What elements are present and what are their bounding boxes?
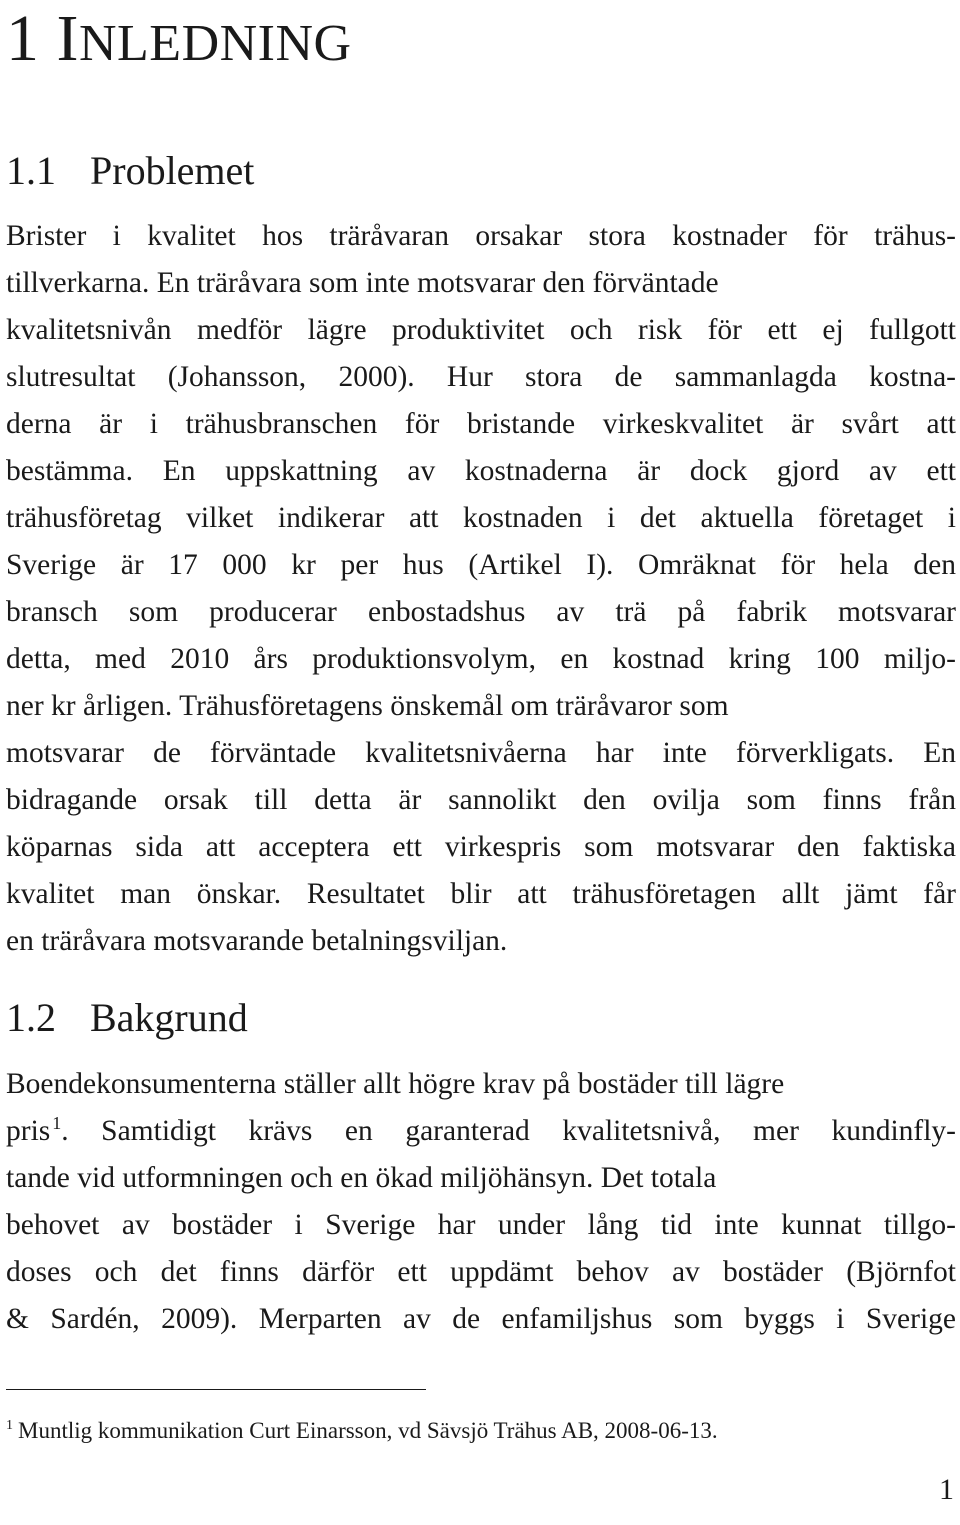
document-page: [6, 0, 956, 1525]
paragraph-bakgrund: [6, 1061, 956, 1343]
paragraph-problemet: [6, 213, 956, 965]
footnote: [6, 1414, 718, 1448]
chapter-title-initial: I: [56, 2, 79, 75]
section-title: Bakgrund: [90, 995, 248, 1040]
text-line: ner kr årligen. Trähusföretagens önskemål om träråvaror som: [6, 690, 729, 722]
section-number: 1.2: [6, 995, 56, 1040]
text-segment: pris: [6, 1115, 51, 1147]
text-line: bestämma. En uppskattning av kostnaderna är dock gjord av ett: [6, 455, 956, 487]
text-line: Boendekonsumenterna ställer allt högre krav på bostäder till lägre: [6, 1068, 785, 1100]
section-heading-problemet: [6, 148, 254, 194]
text-line: köparnas sida att acceptera ett virkespris som motsvarar den faktiska: [6, 831, 956, 863]
text-line: kvalitetsnivån medför lägre produktivitet och risk för ett ej fullgott: [6, 314, 956, 346]
text-line: trähusföretag vilket indikerar att kostnaden i det aktuella företaget i: [6, 502, 956, 534]
text-line: bidragande orsak till detta är sannolikt den ovilja som finns från: [6, 784, 956, 816]
text-line: tillverkarna. En träråvara som inte motsvarar den förväntade: [6, 267, 719, 299]
section-title: Problemet: [90, 148, 255, 193]
section-number: 1.1: [6, 148, 56, 193]
text-line: doses och det finns därför ett uppdämt behov av bostäder (Björnfot: [6, 1256, 956, 1288]
text-line: Sverige är 17 000 kr per hus (Artikel I). Omräknat för hela den: [6, 549, 956, 581]
section-heading-bakgrund: [6, 995, 248, 1041]
text-line: Brister i kvalitet hos träråvaran orsakar stora kostnader för trähus-: [6, 220, 956, 252]
chapter-number: 1: [6, 2, 40, 75]
footnote-reference[interactable]: 1: [52, 1113, 62, 1133]
text-line: bransch som producerar enbostadshus av trä på fabrik motsvarar: [6, 596, 956, 628]
text-line: kvalitet man önskar. Resultatet blir att trähusföretagen allt jämt får: [6, 878, 956, 910]
chapter-title-rest: NLEDNING: [78, 15, 352, 72]
text-line: behovet av bostäder i Sverige har under lång tid inte kunnat tillgo-: [6, 1209, 956, 1241]
text-line: derna är i trähusbranschen för bristande virkeskvalitet är svårt att: [6, 408, 956, 440]
text-line: & Sardén, 2009). Merparten av de enfamiljshus som byggs i Sverige: [6, 1303, 956, 1335]
footnote-divider: [6, 1389, 426, 1390]
chapter-title: [6, 2, 352, 77]
text-line: slutresultat (Johansson, 2000). Hur stora de sammanlagda kostna-: [6, 361, 956, 393]
text-line-with-footnote-ref: [6, 1108, 956, 1155]
text-line: en träråvara motsvarande betalningsviljan.: [6, 925, 508, 957]
text-line: motsvarar de förväntade kvalitetsnivåerna har inte förverkligats. En: [6, 737, 956, 769]
text-segment: . Samtidigt krävs en garanterad kvalitetsnivå, mer kundinfly-: [61, 1115, 956, 1147]
footnote-number: 1: [6, 1418, 13, 1433]
page-number: 1: [939, 1473, 954, 1506]
text-line: detta, med 2010 års produktionsvolym, en kostnad kring 100 miljo-: [6, 643, 956, 675]
text-line: tande vid utformningen och en ökad miljöhänsyn. Det totala: [6, 1162, 717, 1194]
footnote-text: Muntlig kommunikation Curt Einarsson, vd Sävsjö Trähus AB, 2008-06-13.: [18, 1418, 718, 1443]
